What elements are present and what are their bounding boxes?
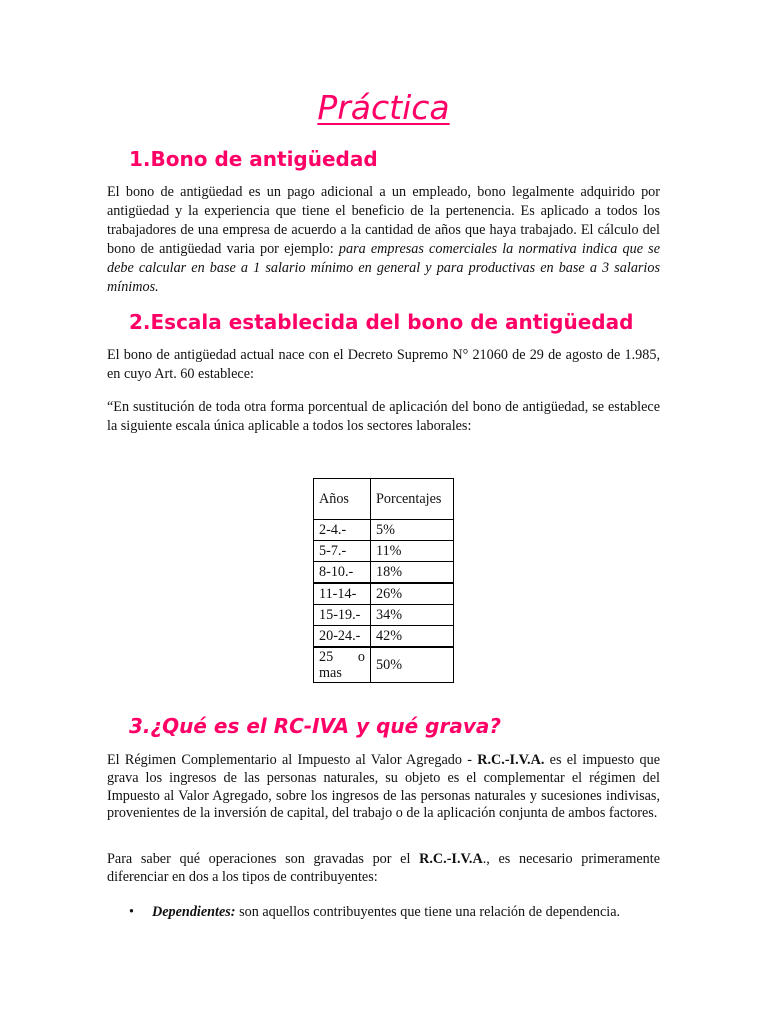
section-3-heading: 3.¿Qué es el RC-IVA y qué grava? — [129, 714, 501, 738]
table-cell-percent: 50% — [371, 647, 454, 683]
section-1-italic-text: para empresas comerciales la normativa indica que se debe calcular en base a 1 salario mínimo en general y para productivas en base a 3 salarios mínimos. — [107, 241, 660, 295]
section-3-paragraph-2 — [107, 851, 660, 887]
section-1-heading: 1.Bono de antigüedad — [129, 147, 378, 171]
table-cell-years: 11-14- — [314, 583, 371, 605]
section-3-paragraph-1 — [107, 752, 660, 823]
table-cell-years: 20-24.- — [314, 626, 371, 648]
page-title: Práctica — [317, 88, 450, 127]
list-item — [127, 904, 620, 921]
table-header-percent: Porcentajes — [371, 479, 454, 520]
bullet-icon: • — [129, 904, 134, 920]
antiguedad-scale-table — [313, 478, 454, 683]
table-cell-years: 5-7.- — [314, 541, 371, 562]
bullet-text: son aquellos contribuyentes que tiene una relación de dependencia. — [235, 904, 621, 920]
contributor-types-list — [127, 904, 620, 921]
section-1-paragraph — [107, 183, 660, 297]
section-2-paragraph-1: El bono de antigüedad actual nace con el Decreto Supremo N° 21060 de 29 de agosto de 1.985, en cuyo Art. 60 establece: — [107, 347, 660, 382]
table-row — [314, 626, 454, 648]
table-cell-percent: 5% — [371, 520, 454, 541]
table-cell-percent: 18% — [371, 562, 454, 584]
section-3-p2-text-b: ., es necesario primeramente diferenciar en dos a los tipos de contribuyentes: — [107, 851, 660, 885]
table-row — [314, 541, 454, 562]
table-row — [314, 562, 454, 584]
table-cell-years: 2-4.- — [314, 520, 371, 541]
table-header-row — [314, 479, 454, 520]
section-3-p1-text-a: El Régimen Complementario al Impuesto al Valor Agregado - — [107, 752, 478, 768]
section-2-heading: 2.Escala establecida del bono de antigüedad — [129, 310, 634, 334]
table-cell-percent: 34% — [371, 605, 454, 626]
table-cell-percent: 26% — [371, 583, 454, 605]
table-row — [314, 583, 454, 605]
table-row — [314, 520, 454, 541]
table-cell-percent: 11% — [371, 541, 454, 562]
table-cell-years: 15-19.- — [314, 605, 371, 626]
table-cell-years: 8-10.- — [314, 562, 371, 584]
section-3-p2-text-a: Para saber qué operaciones son gravadas por el — [107, 851, 420, 867]
rc-iva-bold: R.C.-I.V.A. — [477, 752, 545, 768]
rc-iva-bold-2: R.C.-I.V.A — [419, 851, 483, 867]
section-3-p1-text-b: es el impuesto que grava los ingresos de las personas naturales, su objeto es el complementar el régimen del Impuesto al Valor Agregado, sobre los ingresos de las personas naturales y sucesiones indivisas, provenientes de la inversión de capital, del trabajo o de la aplicación conjunta de ambos factores. — [107, 752, 661, 822]
table-cell-years-line-2: mas — [319, 665, 342, 681]
table-header-years: Años — [314, 479, 371, 520]
table-row — [314, 605, 454, 626]
section-2-paragraph-2: “En sustitución de toda otra forma porcentual de aplicación del bono de antigüedad, se establece la siguiente escala única aplicable a todos los sectores laborales: — [107, 399, 660, 434]
table-cell-percent: 42% — [371, 626, 454, 648]
table-row — [314, 647, 454, 683]
section-1-text: El bono de antigüedad es un pago adicional a un empleado, bono legalmente adquirido por antigüedad y la experiencia que tiene el beneficio de la pertenencia. Es aplicado a todos los trabajadores de una empresa de acuerdo a la cantidad de años que haya trabajado. El cálculo del bono de antigüedad varia por ejemplo: — [107, 184, 660, 257]
bullet-term: Dependientes: — [152, 904, 236, 920]
table-cell-years-line-1: 25 o — [319, 649, 365, 665]
table-cell-years — [314, 647, 371, 683]
